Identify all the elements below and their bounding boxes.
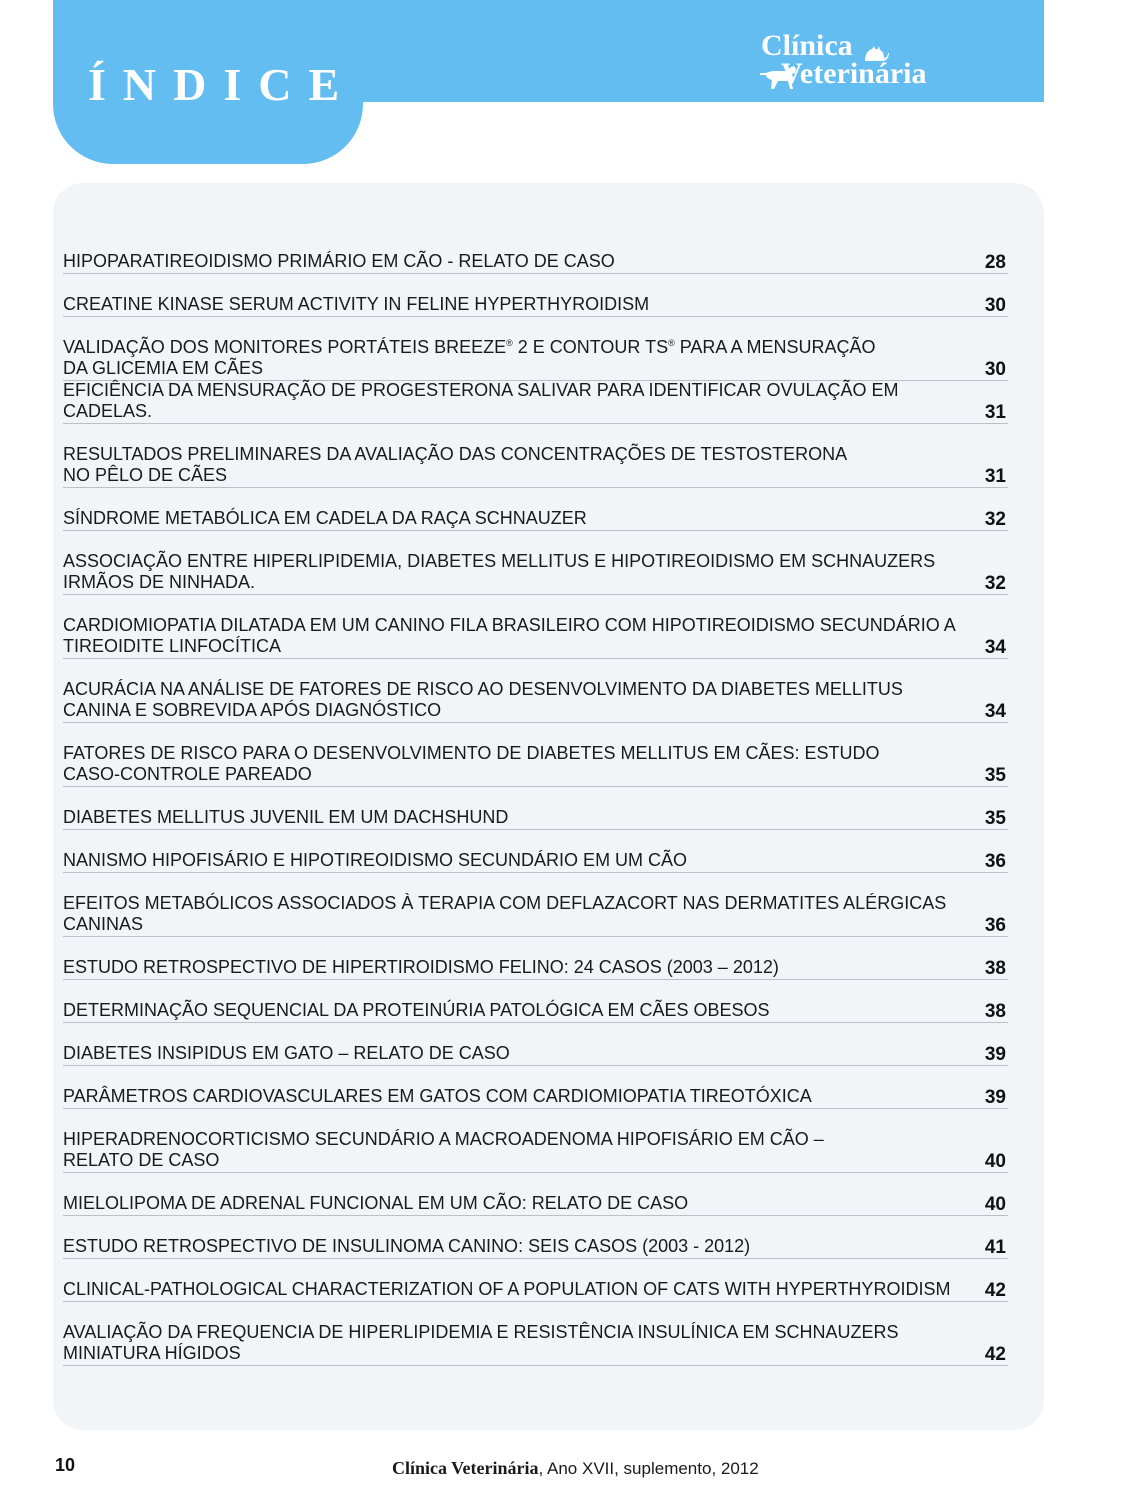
toc-entry-page: 30: [984, 359, 1006, 380]
toc-entry-title: [63, 337, 909, 379]
toc-entry-page: 30: [984, 295, 1006, 316]
toc-title-line: SÍNDROME METABÓLICA EM CADELA DA RAÇA SCHNAUZER: [63, 508, 587, 528]
toc-entry-title: [63, 1322, 933, 1364]
toc-entry-page: 35: [984, 808, 1006, 829]
toc-entry[interactable]: [63, 488, 1008, 531]
toc-entry[interactable]: [63, 659, 1008, 723]
toc-entry[interactable]: [63, 937, 1008, 980]
toc-entry-title: [63, 380, 1008, 422]
toc-title-part: 2 E CONTOUR TS: [512, 337, 669, 357]
toc-entry-page: 31: [984, 402, 1006, 423]
toc-entry-title: [63, 957, 813, 978]
toc-entry[interactable]: [63, 787, 1008, 830]
toc-entry-page: 39: [984, 1044, 1006, 1065]
toc-title-line: ACURÁCIA NA ANÁLISE DE FATORES DE RISCO AO DESENVOLVIMENTO DA DIABETES MELLITUS: [63, 679, 903, 699]
toc-entry[interactable]: [63, 595, 1008, 659]
footer-citation: [392, 1458, 759, 1479]
toc-title-line: RELATO DE CASO: [63, 1150, 220, 1170]
toc-entry-page: 41: [984, 1237, 1006, 1258]
toc-entry[interactable]: [63, 231, 1008, 274]
page-title: ÍNDICE: [88, 59, 357, 110]
toc-title-line: FATORES DE RISCO PARA O DESENVOLVIMENTO DE DIABETES MELLITUS EM CÃES: ESTUDO: [63, 743, 880, 763]
registered-mark: ®: [506, 338, 513, 348]
toc-entry[interactable]: [63, 980, 1008, 1023]
toc-entry-page: 36: [984, 915, 1006, 936]
toc-entry-page: 40: [984, 1151, 1006, 1172]
toc-title-line: CASO-CONTROLE PAREADO: [63, 764, 312, 784]
toc-entry-page: 39: [984, 1087, 1006, 1108]
toc-title-part: DA GLICEMIA EM CÃES: [63, 358, 264, 378]
toc-title-line: NANISMO HIPOFISÁRIO E HIPOTIREOIDISMO SECUNDÁRIO EM UM CÃO: [63, 850, 688, 870]
toc-entry-title: [63, 1086, 846, 1107]
toc-entry[interactable]: [63, 531, 1008, 595]
toc-entry[interactable]: [63, 723, 1008, 787]
toc-title-line: HIPERADRENOCORTICISMO SECUNDÁRIO A MACROADENOMA HIPOFISÁRIO EM CÃO –: [63, 1129, 824, 1149]
toc-title-line: HIPOPARATIREOIDISMO PRIMÁRIO EM CÃO - RELATO DE CASO: [63, 251, 615, 271]
toc-title-line: CANINA E SOBREVIDA APÓS DIAGNÓSTICO: [63, 700, 442, 720]
toc-title-line: TIREOIDITE LINFOCÍTICA: [63, 636, 282, 656]
toc-entry-page: 28: [984, 252, 1006, 273]
registered-mark: ®: [668, 338, 675, 348]
toc-entry-title: [63, 508, 621, 529]
toc-title-line: EFICIÊNCIA DA MENSURAÇÃO DE PROGESTERONA SALIVAR PARA IDENTIFICAR OVULAÇÃO EM CADELAS.: [63, 380, 899, 421]
toc-entry-title: [63, 743, 914, 785]
toc-entry-page: 35: [984, 765, 1006, 786]
toc-entry-page: 36: [984, 851, 1006, 872]
toc-entry[interactable]: [63, 1023, 1008, 1066]
toc-title-line: NO PÊLO DE CÃES: [63, 465, 228, 485]
footer-issue-details: , Ano XVII, suplemento, 2012: [538, 1459, 759, 1478]
toc-entry[interactable]: [63, 424, 1008, 488]
toc-entry-title: [63, 551, 969, 593]
toc-title-line: DIABETES MELLITUS JUVENIL EM UM DACHSHUND: [63, 807, 509, 827]
toc-entry-title: [63, 294, 683, 315]
logo-text-veterinaria: Veterinária: [781, 57, 927, 90]
footer-magazine-name: Clínica Veterinária: [392, 1458, 539, 1478]
toc-title-line: CREATINE KINASE SERUM ACTIVITY IN FELINE HYPERTHYROIDISM: [63, 294, 650, 314]
toc-entry[interactable]: [63, 1216, 1008, 1259]
toc-entry-page: 42: [984, 1344, 1006, 1365]
toc-title-line: DIABETES INSIPIDUS EM GATO – RELATO DE CASO: [63, 1043, 510, 1063]
toc-title-part: VALIDAÇÃO DOS MONITORES PORTÁTEIS BREEZE: [63, 337, 507, 357]
toc-entry-title: [63, 1000, 804, 1021]
toc-entry-title: [63, 1193, 722, 1214]
table-of-contents: [63, 231, 1008, 1366]
toc-entry[interactable]: [63, 317, 1008, 381]
toc-entry-page: 38: [984, 958, 1006, 979]
toc-title-line: MINIATURA HÍGIDOS: [63, 1343, 241, 1363]
logo-text-clinica: Clínica: [761, 29, 853, 62]
toc-entry-title: [63, 615, 990, 657]
toc-entry[interactable]: [63, 1302, 1008, 1366]
toc-entry[interactable]: [63, 1066, 1008, 1109]
magazine-logo: [758, 30, 958, 92]
toc-entry-title: [63, 251, 649, 272]
toc-title-line: RESULTADOS PRELIMINARES DA AVALIAÇÃO DAS CONCENTRAÇÕES DE TESTOSTERONA: [63, 444, 848, 464]
toc-entry-title: [63, 1236, 784, 1257]
toc-entry-title: [63, 679, 937, 721]
toc-entry-page: 38: [984, 1001, 1006, 1022]
toc-entry-title: [63, 850, 721, 871]
toc-entry-title: [63, 1279, 984, 1300]
toc-entry-page: 34: [984, 637, 1006, 658]
toc-entry-page: 34: [984, 701, 1006, 722]
toc-title-line: CLINICAL-PATHOLOGICAL CHARACTERIZATION OF A POPULATION OF CATS WITH HYPERTHYROIDISM: [63, 1279, 951, 1299]
toc-title-line: ESTUDO RETROSPECTIVO DE HIPERTIROIDISMO FELINO: 24 CASOS (2003 – 2012): [63, 957, 779, 977]
toc-entry-title: [63, 893, 980, 935]
toc-entry-title: [63, 807, 542, 828]
toc-title-line: CANINAS: [63, 914, 144, 934]
toc-entry[interactable]: [63, 873, 1008, 937]
toc-title-line: PARÂMETROS CARDIOVASCULARES EM GATOS COM CARDIOMIOPATIA TIREOTÓXICA: [63, 1086, 812, 1106]
toc-title-line: ESTUDO RETROSPECTIVO DE INSULINOMA CANINO: SEIS CASOS (2003 - 2012): [63, 1236, 751, 1256]
toc-entry[interactable]: [63, 381, 1008, 424]
toc-entry[interactable]: [63, 274, 1008, 317]
toc-entry-title: [63, 1129, 858, 1171]
toc-title-line: CARDIOMIOPATIA DILATADA EM UM CANINO FILA BRASILEIRO COM HIPOTIREOIDISMO SECUNDÁRIO A: [63, 615, 956, 635]
toc-title-part: PARA A MENSURAÇÃO: [674, 337, 876, 357]
toc-entry-title: [63, 1043, 544, 1064]
toc-entry-page: 32: [984, 573, 1006, 594]
toc-entry-page: 32: [984, 509, 1006, 530]
toc-title-line: AVALIAÇÃO DA FREQUENCIA DE HIPERLIPIDEMIA E RESISTÊNCIA INSULÍNICA EM SCHNAUZERS: [63, 1322, 899, 1342]
toc-title-line: IRMÃOS DE NINHADA.: [63, 572, 256, 592]
footer-page-number: 10: [55, 1455, 76, 1475]
toc-title-line: EFEITOS METABÓLICOS ASSOCIADOS À TERAPIA COM DEFLAZACORT NAS DERMATITES ALÉRGICAS: [63, 893, 947, 913]
toc-entry[interactable]: [63, 1259, 1008, 1302]
toc-entry[interactable]: [63, 1109, 1008, 1173]
toc-entry-page: 31: [984, 466, 1006, 487]
toc-title-line: MIELOLIPOMA DE ADRENAL FUNCIONAL EM UM CÃO: RELATO DE CASO: [63, 1193, 689, 1213]
toc-entry[interactable]: [63, 1173, 1008, 1216]
toc-title-line: DETERMINAÇÃO SEQUENCIAL DA PROTEINÚRIA PATOLÓGICA EM CÃES OBESOS: [63, 1000, 770, 1020]
toc-entry-page: 42: [984, 1280, 1006, 1301]
toc-entry[interactable]: [63, 830, 1008, 873]
toc-title-line: ASSOCIAÇÃO ENTRE HIPERLIPIDEMIA, DIABETES MELLITUS E HIPOTIREOIDISMO EM SCHNAUZERS: [63, 551, 936, 571]
toc-entry-title: [63, 444, 881, 486]
toc-entry-page: 40: [984, 1194, 1006, 1215]
